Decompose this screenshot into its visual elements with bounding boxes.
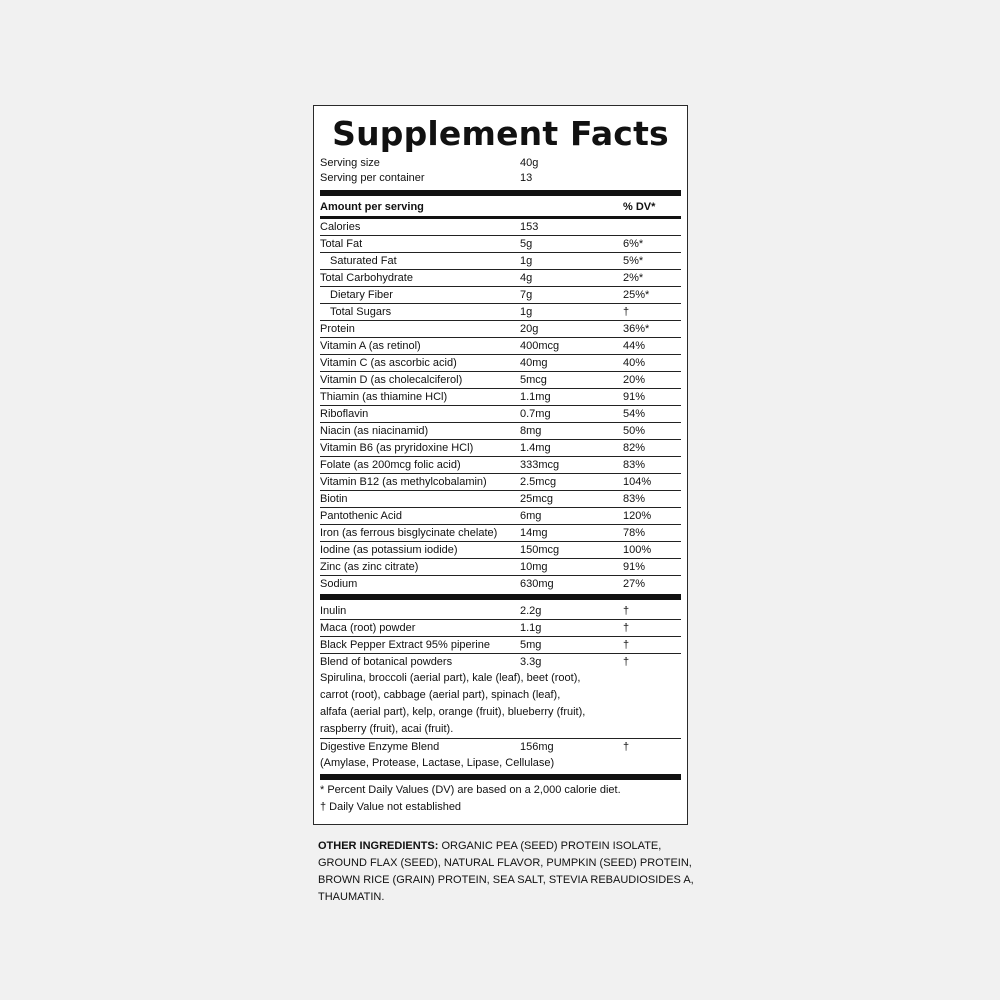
- nutrient-name: Sodium: [320, 578, 358, 590]
- nutrient-dv: 83%: [623, 493, 646, 505]
- nutrient-row: [320, 219, 681, 236]
- thick-divider: [320, 774, 681, 780]
- nutrient-row: [320, 338, 681, 355]
- botanical-blend-row: [320, 654, 681, 670]
- nutrient-amount: 630mg: [520, 578, 554, 590]
- nutrient-amount: 20g: [520, 323, 539, 335]
- nutrient-row: [320, 406, 681, 423]
- nutrient-name: Biotin: [320, 493, 348, 505]
- nutrient-dv: [623, 219, 681, 235]
- nutrient-dv: 120%: [623, 510, 652, 522]
- nutrient-name: Total Fat: [320, 238, 363, 250]
- nutrient-amount: 400mcg: [520, 340, 560, 352]
- nutrient-name: Niacin (as niacinamid): [320, 425, 429, 437]
- nutrient-name: Vitamin B6 (as pryridoxine HCl): [320, 442, 474, 454]
- nutrient-dv: 50%: [623, 425, 646, 437]
- nutrient-dv: 2%*: [623, 272, 644, 284]
- nutrient-row: [320, 603, 681, 620]
- nutrient-dv: 20%: [623, 374, 646, 386]
- servings-per-container-label: Serving per container: [320, 172, 425, 184]
- nutrient-dv: 5%*: [623, 255, 644, 267]
- serving-size-value: 40g: [520, 157, 539, 169]
- botanical-desc-line: raspberry (fruit), acai (fruit).: [320, 723, 454, 735]
- nutrient-row: [320, 508, 681, 525]
- serving-info: [320, 156, 681, 186]
- nutrient-amount: 8mg: [520, 425, 542, 437]
- nutrient-dv: †: [623, 622, 630, 634]
- nutrient-row: [320, 253, 681, 270]
- nutrient-list: [320, 219, 681, 592]
- nutrient-amount: 333mcg: [520, 459, 560, 471]
- nutrient-dv: 25%*: [623, 289, 650, 301]
- botanical-blend: [320, 654, 681, 739]
- nutrient-amount: 5mg: [520, 639, 542, 651]
- other-ingredients: [318, 838, 698, 906]
- nutrient-name: Thiamin (as thiamine HCl): [320, 391, 448, 403]
- nutrient-dv: 82%: [623, 442, 646, 454]
- nutrient-name: Total Carbohydrate: [320, 272, 413, 284]
- nutrient-row: [320, 423, 681, 440]
- label-title: Supplement Facts: [332, 114, 669, 153]
- nutrient-name: Vitamin C (as ascorbic acid): [320, 357, 457, 369]
- nutrient-amount: 40mg: [520, 357, 548, 369]
- nutrient-name: Zinc (as zinc citrate): [320, 561, 419, 573]
- nutrient-amount: 5mcg: [520, 374, 547, 386]
- nutrient-name: Digestive Enzyme Blend: [320, 741, 440, 753]
- nutrient-dv: 54%: [623, 408, 646, 420]
- nutrient-row: [320, 559, 681, 576]
- nutrient-amount: 1g: [520, 255, 533, 267]
- nutrient-name: Total Sugars: [330, 306, 392, 318]
- nutrient-dv: 100%: [623, 544, 652, 556]
- servings-per-container-value: 13: [520, 172, 533, 184]
- footnotes: [320, 782, 681, 816]
- amount-per-serving-label: Amount per serving: [320, 201, 424, 213]
- enzyme-desc-line: (Amylase, Protease, Lactase, Lipase, Cellulase): [320, 757, 555, 769]
- nutrient-name: Blend of botanical powders: [320, 656, 453, 668]
- nutrient-amount: 6mg: [520, 510, 542, 522]
- nutrient-row: [320, 620, 681, 637]
- nutrient-name: Vitamin D (as cholecalciferol): [320, 374, 463, 386]
- nutrient-row: [320, 389, 681, 406]
- nutrient-name: Maca (root) powder: [320, 622, 416, 634]
- nutrient-name: Calories: [320, 221, 361, 233]
- nutrient-amount: 5g: [520, 238, 533, 250]
- nutrient-dv: †: [623, 306, 630, 318]
- nutrient-row: [320, 440, 681, 457]
- other-ingredients-heading: OTHER INGREDIENTS:: [318, 840, 439, 852]
- serving-size-row: [320, 156, 681, 171]
- nutrient-name: Riboflavin: [320, 408, 369, 420]
- nutrient-name: Inulin: [320, 605, 347, 617]
- nutrient-row: [320, 236, 681, 253]
- nutrient-row: [320, 287, 681, 304]
- nutrient-row: [320, 355, 681, 372]
- other-ingredients-text: ORGANIC PEA (SEED) PROTEIN ISOLATE, GROUND FLAX (SEED), NATURAL FLAVOR, PUMPKIN (SEED) PROTEIN, BROWN RICE (GRAIN) PROTEIN, SEA SALT, STEVIA REBAUDIOSIDES A, THAUMATIN.: [318, 840, 694, 903]
- dagger-footnote: † Daily Value not established: [320, 801, 462, 813]
- nutrient-dv: 6%*: [623, 238, 644, 250]
- nutrient-name: Black Pepper Extract 95% piperine: [320, 639, 490, 651]
- nutrient-name: Vitamin B12 (as methylcobalamin): [320, 476, 487, 488]
- serving-size-label: Serving size: [320, 157, 380, 169]
- nutrient-row: [320, 474, 681, 491]
- nutrient-amount: 3.3g: [520, 656, 542, 668]
- nutrient-row: [320, 270, 681, 287]
- nutrient-name: Folate (as 200mcg folic acid): [320, 459, 461, 471]
- nutrient-dv: 91%: [623, 391, 646, 403]
- nutrient-dv: †: [623, 605, 630, 617]
- servings-per-container-row: [320, 171, 681, 186]
- nutrient-row: [320, 304, 681, 321]
- nutrient-name: Iron (as ferrous bisglycinate chelate): [320, 527, 498, 539]
- nutrient-amount: 150mcg: [520, 544, 560, 556]
- nutrient-amount: 153: [520, 221, 539, 233]
- nutrient-amount: 1.1mg: [520, 391, 551, 403]
- dv-footnote: * Percent Daily Values (DV) are based on a 2,000 calorie diet.: [320, 784, 621, 796]
- nutrient-dv: 27%: [623, 578, 646, 590]
- nutrient-dv: 40%: [623, 357, 646, 369]
- nutrient-amount: 25mcg: [520, 493, 554, 505]
- nutrient-row: [320, 372, 681, 389]
- amount-header-row: [320, 198, 681, 216]
- nutrient-row: [320, 491, 681, 508]
- dv-header: % DV*: [623, 201, 656, 213]
- nutrient-row: [320, 542, 681, 559]
- nutrient-dv: 36%*: [623, 323, 650, 335]
- nutrient-amount: 2.5mcg: [520, 476, 557, 488]
- nutrient-name: Dietary Fiber: [330, 289, 393, 301]
- nutrient-amount: 0.7mg: [520, 408, 551, 420]
- enzyme-blend: [320, 739, 681, 772]
- nutrient-dv: †: [623, 741, 630, 753]
- nutrient-name: Pantothenic Acid: [320, 510, 402, 522]
- nutrient-row: [320, 525, 681, 542]
- nutrient-row: [320, 576, 681, 592]
- nutrient-name: Saturated Fat: [330, 255, 397, 267]
- nutrient-dv: 91%: [623, 561, 646, 573]
- nutrient-name: Vitamin A (as retinol): [320, 340, 421, 352]
- enzyme-blend-row: [320, 739, 681, 755]
- nutrient-amount: 2.2g: [520, 605, 542, 617]
- nutrient-dv: †: [623, 639, 630, 651]
- nutrient-dv: 83%: [623, 459, 646, 471]
- supplement-facts-panel: [313, 105, 688, 825]
- nutrient-row: [320, 321, 681, 338]
- nutrient-name: Protein: [320, 323, 355, 335]
- botanical-desc-line: Spirulina, broccoli (aerial part), kale (leaf), beet (root),: [320, 672, 581, 684]
- nutrient-dv: †: [623, 656, 630, 668]
- nutrient-amount: 14mg: [520, 527, 548, 539]
- nutrient-amount: 10mg: [520, 561, 548, 573]
- nutrient-amount: 4g: [520, 272, 533, 284]
- nutrient-amount: 1.4mg: [520, 442, 551, 454]
- nutrient-row: [320, 637, 681, 654]
- nutrient-dv: 104%: [623, 476, 652, 488]
- botanical-desc-line: carrot (root), cabbage (aerial part), spinach (leaf),: [320, 689, 561, 701]
- thick-divider: [320, 190, 681, 196]
- extras-list: [320, 603, 681, 654]
- nutrient-dv: 78%: [623, 527, 646, 539]
- nutrient-amount: 7g: [520, 289, 533, 301]
- nutrient-amount: 1.1g: [520, 622, 542, 634]
- nutrient-row: [320, 457, 681, 474]
- nutrient-name: Iodine (as potassium iodide): [320, 544, 458, 556]
- nutrient-amount: 1g: [520, 306, 533, 318]
- nutrient-dv: 44%: [623, 340, 646, 352]
- botanical-desc-line: alfafa (aerial part), kelp, orange (fruit), blueberry (fruit),: [320, 706, 586, 718]
- nutrient-amount: 156mg: [520, 741, 554, 753]
